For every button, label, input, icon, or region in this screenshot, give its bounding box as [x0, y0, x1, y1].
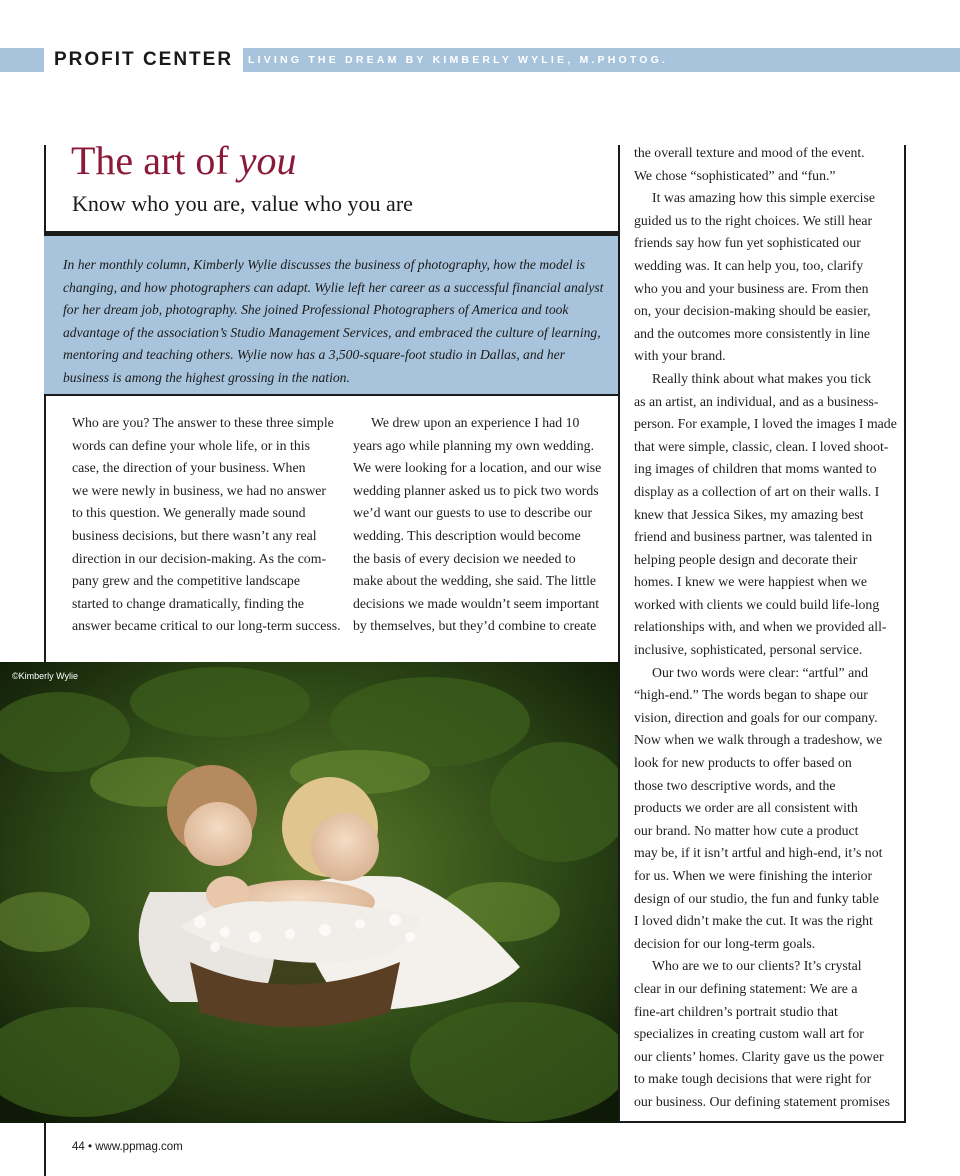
text-line: guided us to the right choices. We still hear [634, 212, 873, 228]
text-line: “high-end.” The words began to shape our [634, 687, 868, 703]
text-line: we’d want our guests to use to describe our [353, 505, 593, 521]
photo-credit: ©Kimberly Wylie [12, 671, 79, 681]
text-line: friend and business partner, was talented in [634, 529, 873, 545]
text-line: I loved didn’t make the cut. It was the right [634, 913, 873, 929]
text-line: decision for our long-term goals. [634, 935, 816, 951]
left-rule [44, 145, 46, 663]
text-line: we were newly in business, we had no answer [72, 482, 327, 498]
text-line: that were simple, classic, clean. I loved shoot- [634, 438, 889, 454]
title-start: The art of [71, 138, 239, 183]
text-line: direction in our decision-making. As the com- [72, 550, 327, 566]
text-line: person. For example, I loved the images I made [634, 416, 897, 432]
text-line: It was amazing how this simple exercise [652, 190, 875, 206]
text-line: case, the direction of your business. When [72, 460, 306, 476]
text-line: vision, direction and goals for our company. [634, 709, 878, 725]
text-line: design of our studio, the fun and funky table [634, 890, 879, 906]
text-line: our brand. No matter how cute a product [634, 822, 859, 838]
page-folio: 44 • www.ppmag.com [72, 1141, 183, 1153]
right-rule [904, 145, 906, 1123]
text-line: worked with clients we could build life-long [634, 596, 880, 612]
section-label: PROFIT CENTER [44, 48, 243, 72]
article-subtitle: Know who you are, value who you are [72, 191, 413, 216]
text-line: the overall texture and mood of the event. [634, 145, 865, 160]
column-rule [618, 145, 620, 1123]
text-line: inclusive, sophisticated, personal service. [634, 642, 863, 658]
text-line: look for new products to offer based on [634, 755, 852, 771]
text-line: the basis of every decision we needed to [353, 550, 576, 566]
text-line: who you and your business are. From then [634, 280, 869, 296]
text-line: Really think about what makes you tick [652, 370, 872, 386]
body-column-3 [634, 142, 896, 1114]
text-line: and the outcomes more consistently in line [634, 325, 871, 341]
text-line: decisions we made wouldn’t seem important [353, 595, 600, 611]
text-line: clear in our defining statement: We are a [634, 980, 858, 996]
text-line: We drew upon an experience I had 10 [371, 415, 580, 430]
text-line: for us. When we were finishing the interior [634, 868, 873, 883]
title-emphasis: you [238, 138, 297, 183]
text-line: knew that Jessica Sikes, my amazing best [634, 506, 864, 522]
left-rule-footer [44, 1122, 46, 1176]
text-line: make about the wedding, she said. The little [353, 573, 597, 589]
text-line: We chose “sophisticated” and “fun.” [634, 167, 836, 183]
text-line: answer became critical to our long-term success. [72, 618, 341, 634]
text-line: Our two words were clear: “artful” and [652, 664, 869, 680]
text-line: Who are we to our clients? It’s crystal [652, 958, 862, 974]
body-column-1 [72, 412, 341, 638]
intro-text: In her monthly column, Kimberly Wylie discusses the business of photography, how the model is changing, and how photographers can adapt. Wylie left her career as a successful financial analyst for her dream job, photography. She joined Professional Photographers of America and took advantage of the association’s Studio Management Services, and embraced the culture of learning, mentoring and teaching others. Wylie now has a 3,500-square-foot studio in Dallas, and her business is among the highest grossing in the nation. [63, 257, 604, 385]
text-line: We were looking for a location, and our wise [353, 460, 602, 476]
text-line: friends say how fun yet sophisticated our [634, 235, 861, 251]
text-line: our clients’ homes. Clarity gave us the power [634, 1048, 884, 1064]
text-line: with your brand. [634, 348, 726, 364]
text-line: Who are you? The answer to these three simple [72, 415, 334, 430]
text-line: display as a collection of art on their walls. I [634, 483, 880, 499]
text-line: to make tough decisions that were right for [634, 1071, 872, 1087]
text-line: wedding was. It can help you, too, clarify [634, 257, 864, 273]
text-line: to this question. We generally made sound [72, 505, 306, 521]
text-line: helping people design and decorate their [634, 551, 858, 567]
text-line: by themselves, but they’d combine to create [353, 618, 597, 634]
text-line: Now when we walk through a tradeshow, we [634, 732, 883, 748]
text-line: may be, if it isn’t artful and high-end, it’s not [634, 845, 883, 861]
body-column-2 [353, 412, 615, 638]
text-line: ing images of children that moms wanted to [634, 461, 877, 477]
text-line: relationships with, and when we provided all- [634, 619, 887, 635]
text-line: specializes in creating custom wall art for [634, 1026, 864, 1042]
text-line: years ago while planning my own wedding. [353, 437, 595, 453]
text-line: pany grew and the competitive landscape [72, 573, 300, 589]
text-line: as an artist, an individual, and as a business- [634, 393, 879, 409]
text-line: on, your decision-making should be easier, [634, 303, 871, 319]
text-line: wedding planner asked us to pick two words [353, 482, 599, 498]
column-title: LIVING THE DREAM BY KIMBERLY WYLIE, M.PHOTOG. [248, 54, 669, 66]
text-line: products we order are all consistent with [634, 800, 858, 816]
article-title [71, 136, 296, 186]
text-line: those two descriptive words, and the [634, 777, 836, 793]
article-photo [0, 662, 618, 1123]
text-line: business decisions, but there wasn’t any real [72, 527, 317, 543]
text-line: fine-art children’s portrait studio that [634, 1003, 838, 1019]
text-line: words can define your whole life, or in this [72, 437, 310, 453]
text-line: started to change dramatically, finding the [72, 595, 305, 611]
text-line: wedding. This description would become [353, 527, 581, 543]
bottom-rule [618, 1121, 906, 1123]
text-line: homes. I knew we were happiest when we [634, 574, 867, 590]
text-line: our business. Our defining statement promises [634, 1093, 890, 1109]
